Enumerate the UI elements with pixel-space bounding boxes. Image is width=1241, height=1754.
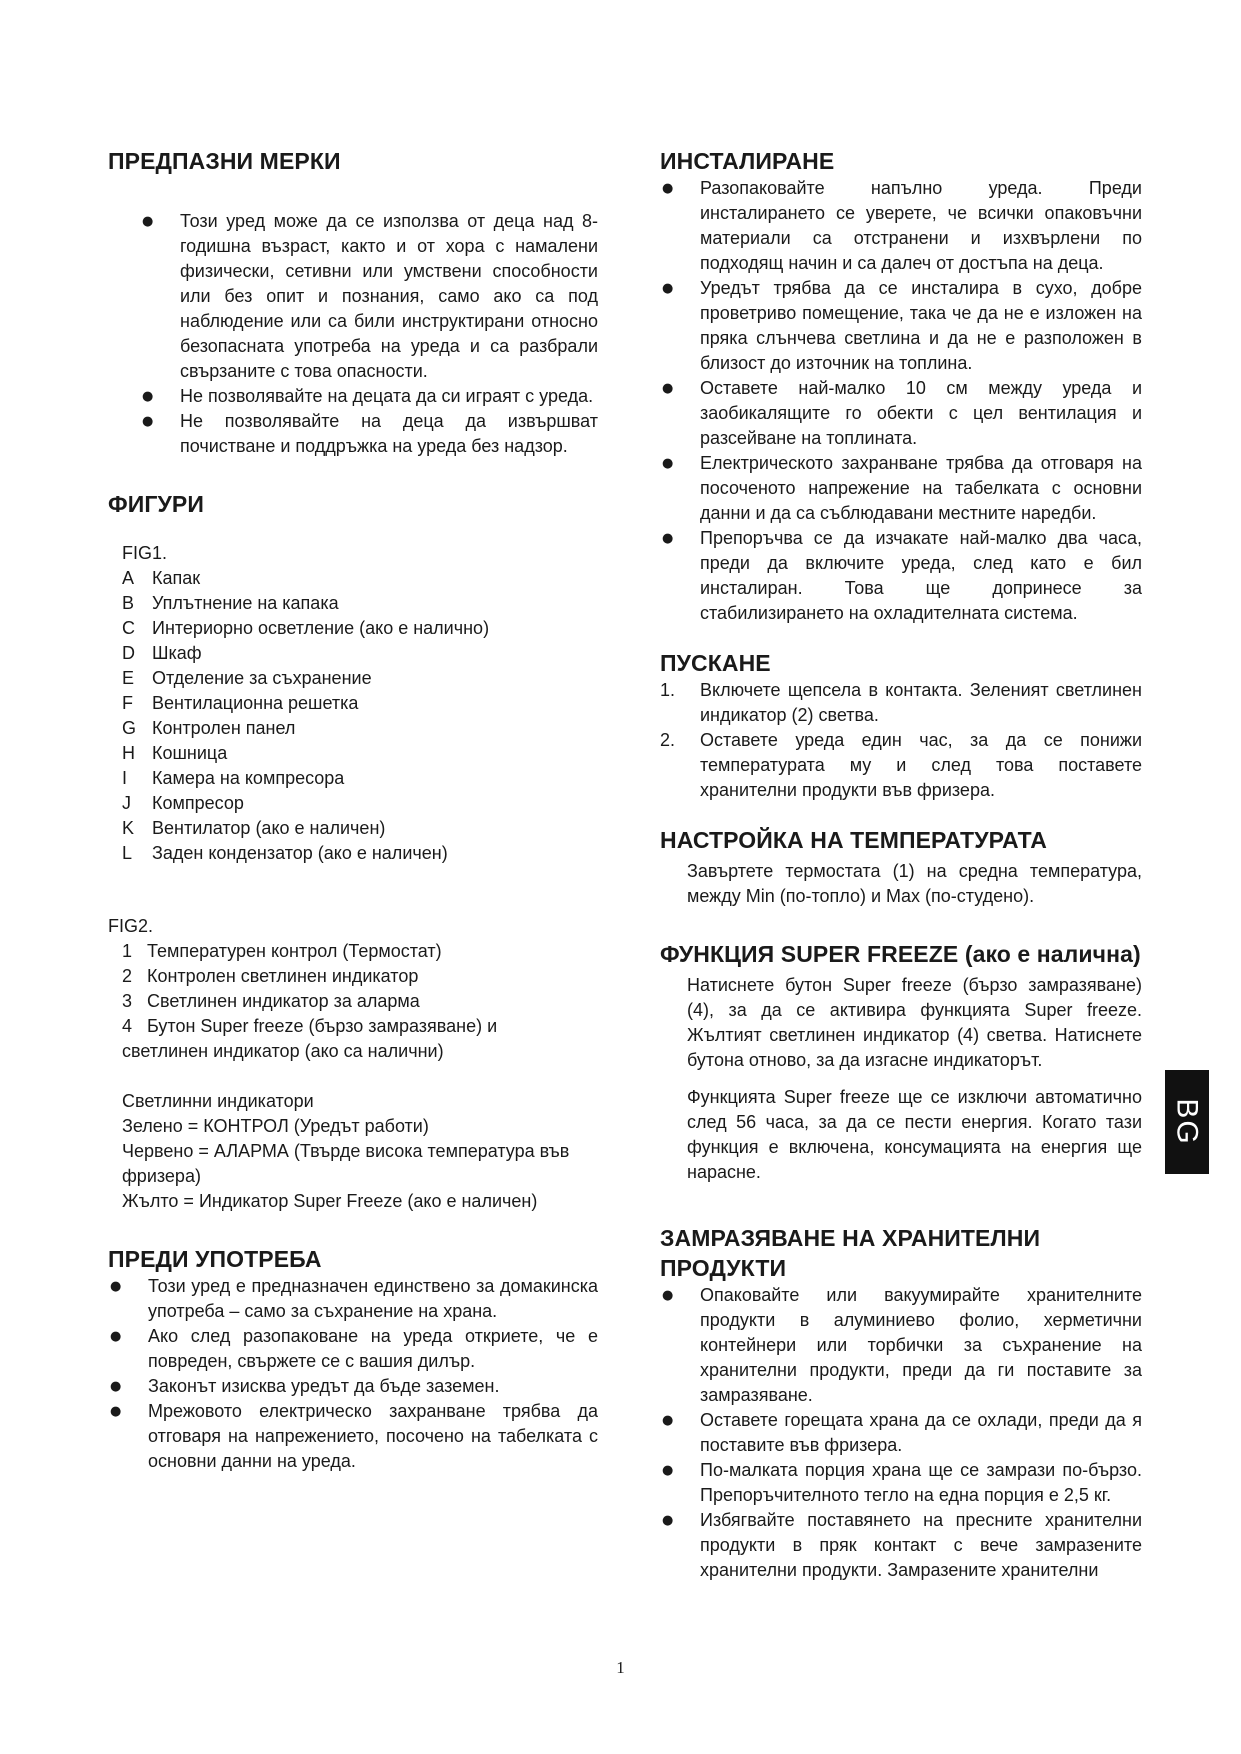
fig1-item [122,666,598,691]
fig2-key: 3 [122,991,133,1011]
list-item: ● Уредът трябва да се инсталира в сухо, добре проветриво помещение, така че да не е изложен на пряка слънчева светлина и да не е разположен в близост до източник на топлина. [660,276,1142,376]
installation-heading: ИНСТАЛИРАНЕ [660,148,835,174]
figures-section [108,489,598,1214]
temperature-text: Завъртете термостата (1) на средна температура, между Min (по-топло) и Max (по-студено). [687,861,1142,906]
light-indicators [108,1089,598,1214]
fig2-key: 1 [122,941,133,961]
list-item: ● Не позволявайте на деца да извършват почистване и поддръжка на уреда без надзор. [138,409,598,459]
step-text: Оставете уреда един час, за да се понижи температурата му и след това поставете хранителни продукти във фризера. [700,730,1142,800]
fig2-text: Температурен контрол (Термостат) [147,941,442,961]
startup-section [660,648,1142,803]
step-text: Включете щепсела в контакта. Зеленият светлинен индикатор (2) светва. [700,680,1142,725]
before-use-section [108,1244,598,1474]
fig1-item [122,566,598,591]
fig1-key: E [122,668,135,688]
fig2-list [108,939,598,1039]
list-item: ● Избягвайте поставянето на пресните хранителни продукти в пряк контакт с вече замразените хранителни продукти. Замразените хранителни [660,1508,1142,1583]
page-number: 1 [616,1658,625,1677]
fig2-text: Бутон Super freeze (бързо замразяване) и [147,1016,498,1036]
fig2-item-continuation: светлинен индикатор (ако са налични) [122,1041,444,1061]
fig2-label: FIG2. [108,916,154,936]
left-column [108,146,598,1474]
fig2-item [122,939,598,964]
super-freeze-text-1: Натиснете бутон Super freeze (бързо замразяване) (4), за да се активира функцията Super freeze. Жълтият светлинен индикатор (4) светва. Натиснете бутона отново, за да изгасне индикаторът. [687,975,1142,1070]
language-tab-label: BG [1171,1098,1205,1146]
fig1-text: Шкаф [152,643,202,663]
startup-steps [660,678,1142,803]
before-use-list [108,1274,598,1474]
startup-heading: ПУСКАНЕ [660,650,771,676]
fig1-text: Компресор [152,793,244,813]
precautions-section [108,146,598,459]
step-number: 1. [660,680,676,700]
list-item: ● Този уред може да се използва от деца над 8-годишна възраст, както и от хора с намалени физически, сетивни или умствени способности или без опит и познания, само ако са под наблюдение или са били инструктирани относно безопасната употреба на уреда и са разбрали свързаните с това опасности. [138,209,598,384]
fig1-text: Вентилационна решетка [152,693,359,713]
fig2-item [122,1014,598,1039]
fig1-item [122,791,598,816]
super-freeze-text-2: Функцията Super freeze ще се изключи автоматично след 56 часа, за да се пести енергия. Когато тази функция е включена, консумацията на енергия ще нарасне. [687,1087,1142,1182]
fig1-item [122,616,598,641]
fig1-item [122,716,598,741]
precautions-heading: ПРЕДПАЗНИ МЕРКИ [108,148,341,174]
fig1-key: K [122,818,135,838]
fig1-legend [108,541,598,866]
fig1-text: Камера на компресора [152,768,345,788]
fig1-text: Уплътнение на капака [152,593,339,613]
fig1-key: L [122,843,133,863]
list-item: ● Оставете горещата храна да се охлади, преди да я поставите във фризера. [660,1408,1142,1458]
fig1-key: H [122,743,135,763]
list-item: ● Този уред е предназначен единствено за домакинска употреба – само за съхранение на храна. [108,1274,598,1324]
list-item: ● Електрическото захранване трябва да отговаря на посоченото напрежение на табелката с основни данни и да са съблюдавани местните наредби. [660,451,1142,526]
fig2-key: 4 [122,1016,133,1036]
list-item: ● Разопаковайте напълно уреда. Преди инсталирането се уверете, че всички опаковъчни материали са отстранени и изхвърлени по подходящ начин и са далеч от достъпа на деца. [660,176,1142,276]
list-item: ● По-малката порция храна ще се замрази по-бързо. Препоръчителното тегло на една порция е 2,5 кг. [660,1458,1142,1508]
figures-heading: ФИГУРИ [108,491,204,517]
freezing-heading: ЗАМРАЗЯВАНЕ НА ХРАНИТЕЛНИ ПРОДУКТИ [660,1225,1041,1281]
freezing-section [660,1223,1142,1583]
fig1-item [122,691,598,716]
installation-list [660,176,1142,626]
step-item [660,728,1142,803]
list-item: ● Ако след разопаковане на уреда откриете, че е повреден, свържете се с вашия дилър. [108,1324,598,1374]
precautions-list [108,209,598,459]
list-item: ● Законът изисква уредът да бъде заземен. [108,1374,598,1399]
fig1-item [122,641,598,666]
list-item: ● Опаковайте или вакуумирайте хранителните продукти в алуминиево фолио, херметични контейнери или торбички за съхранение на хранителни продукти, преди да ги поставите за замразяване. [660,1283,1142,1408]
fig2-legend [108,914,598,1214]
fig2-text: Светлинен индикатор за аларма [147,991,420,1011]
fig1-key: F [122,693,133,713]
fig1-text: Кошница [152,743,228,763]
fig2-item [122,989,598,1014]
fig1-key: D [122,643,135,663]
freezing-list [660,1283,1142,1583]
fig1-key: G [122,718,137,738]
list-item: ● Не позволявайте на децата да си играят с уреда. [138,384,598,409]
temperature-section [660,825,1142,909]
before-use-heading: ПРЕДИ УПОТРЕБА [108,1246,322,1272]
step-number: 2. [660,730,676,750]
installation-section [660,146,1142,626]
light-green: Зелено = КОНТРОЛ (Уредът работи) [122,1116,429,1136]
language-tab [1165,1070,1209,1174]
right-column [660,146,1142,1583]
super-freeze-heading: ФУНКЦИЯ SUPER FREEZE (ако е налична) [660,941,1141,967]
lights-title: Светлинни индикатори [122,1091,314,1111]
fig1-key: I [122,768,128,788]
light-red: Червено = АЛАРМА (Твърде висока температура във фризера) [122,1141,570,1186]
fig2-text: Контролен светлинен индикатор [147,966,419,986]
fig1-text: Капак [152,568,201,588]
fig1-item [122,741,598,766]
fig1-label: FIG1. [122,543,168,563]
fig1-item [122,816,598,841]
fig1-item [122,841,598,866]
fig1-item [122,591,598,616]
fig1-key: A [122,568,135,588]
fig2-item [122,964,598,989]
list-item: ● Оставете най-малко 10 см между уреда и заобикалящите го обекти с цел вентилация и разсейване на топлината. [660,376,1142,451]
fig1-key: B [122,593,135,613]
list-item: ● Мрежовото електрическо захранване трябва да отговаря на напрежението, посочено на табелката с основни данни на уреда. [108,1399,598,1474]
fig1-text: Вентилатор (ако е наличен) [152,818,386,838]
fig1-text: Заден кондензатор (ако е наличен) [152,843,448,863]
fig1-text: Контролен панел [152,718,296,738]
super-freeze-section [660,939,1142,1185]
fig1-key: C [122,618,135,638]
step-item [660,678,1142,728]
fig2-key: 2 [122,966,133,986]
light-yellow: Жълто = Индикатор Super Freeze (ако е наличен) [122,1191,538,1211]
temperature-heading: НАСТРОЙКА НА ТЕМПЕРАТУРАТА [660,827,1047,853]
list-item: ● Препоръчва се да изчакате най-малко два часа, преди да включите уреда, след като е бил инсталиран. Това ще допринесе за стабилизирането на охладителната система. [660,526,1142,626]
fig1-text: Отделение за съхранение [152,668,372,688]
fig1-item [122,766,598,791]
fig1-key: J [122,793,131,813]
fig1-text: Интериорно осветление (ако е налично) [152,618,490,638]
